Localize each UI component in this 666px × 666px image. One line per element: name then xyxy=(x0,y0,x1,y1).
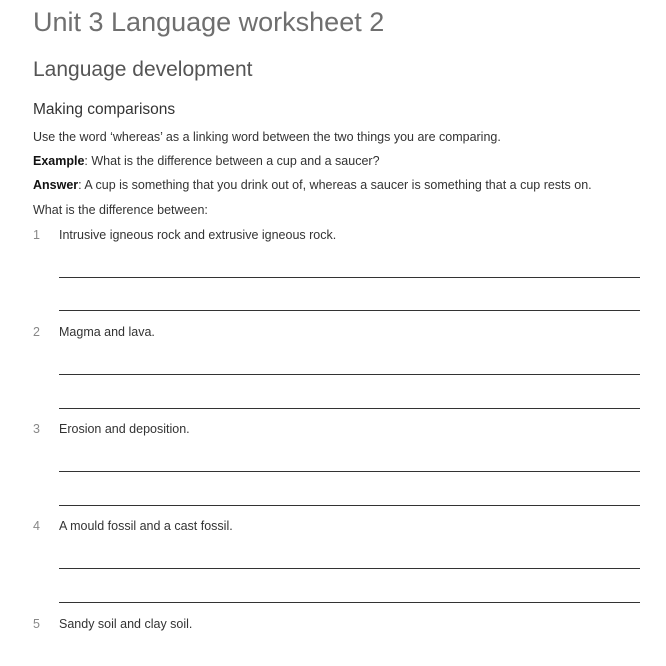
question-number: 1 xyxy=(33,228,40,242)
page-title: Unit 3 Language worksheet 2 xyxy=(33,7,385,37)
question-item xyxy=(33,325,155,339)
answer-label: Answer xyxy=(33,178,79,192)
question-number: 5 xyxy=(33,617,40,631)
section-heading: Making comparisons xyxy=(33,101,176,118)
question-text: Sandy soil and clay soil. xyxy=(59,617,193,631)
question-text: Magma and lava. xyxy=(59,325,155,339)
answer-line-3b[interactable] xyxy=(59,505,640,506)
question-text: Erosion and deposition. xyxy=(59,422,190,436)
answer-line-4b[interactable] xyxy=(59,602,640,603)
answer-text: : A cup is something that you drink out of, whereas a saucer is something that a cup rests on. xyxy=(78,178,592,192)
question-number: 4 xyxy=(33,519,40,533)
instruction-text: Use the word ‘whereas’ as a linking word between the two things you are comparing. xyxy=(33,130,501,144)
answer-line-2a[interactable] xyxy=(59,374,640,375)
answer-line-1a[interactable] xyxy=(59,277,640,278)
question-text: Intrusive igneous rock and extrusive igneous rock. xyxy=(59,228,337,242)
answer-line-3a[interactable] xyxy=(59,471,640,472)
question-prompt: What is the difference between: xyxy=(33,203,208,217)
question-item xyxy=(33,617,192,631)
question-text: A mould fossil and a cast fossil. xyxy=(59,519,233,533)
answer-line-4a[interactable] xyxy=(59,568,640,569)
answer-line-1b[interactable] xyxy=(59,310,640,311)
subtitle: Language development xyxy=(33,58,253,81)
question-item xyxy=(33,519,233,533)
question-item xyxy=(33,228,336,242)
question-item xyxy=(33,422,190,436)
question-number: 2 xyxy=(33,325,40,339)
example-text: : What is the difference between a cup and a saucer? xyxy=(84,154,380,168)
example-label: Example xyxy=(33,154,85,168)
question-number: 3 xyxy=(33,422,40,436)
example-line xyxy=(33,154,380,168)
answer-line xyxy=(33,178,592,192)
answer-line-2b[interactable] xyxy=(59,408,640,409)
